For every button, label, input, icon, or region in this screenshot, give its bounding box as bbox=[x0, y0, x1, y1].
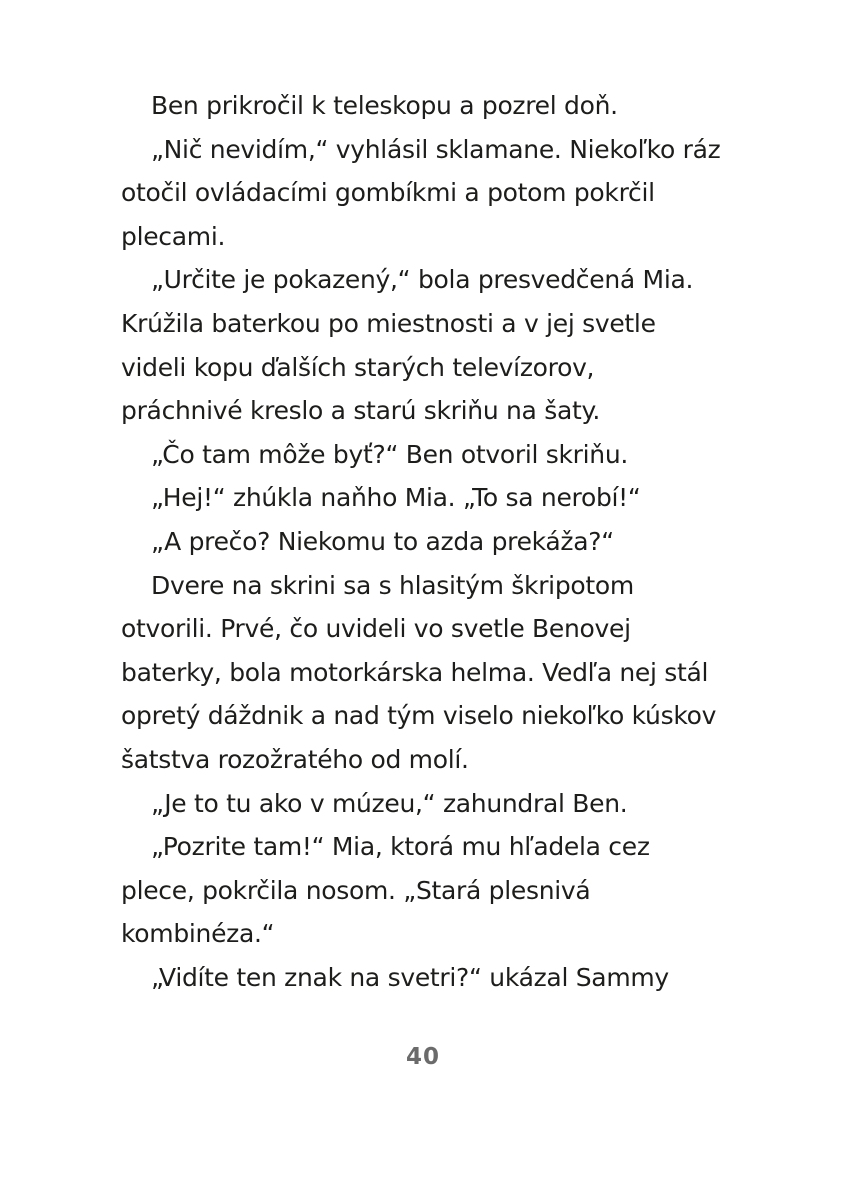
text-line: „Hej!“ zhúkla naňho Mia. „To sa nerobí!“ bbox=[151, 483, 641, 513]
text-line: šatstva rozožratého od molí. bbox=[121, 744, 469, 774]
text-line: kombinéza.“ bbox=[121, 919, 275, 949]
text-line: otočil ovládacími gombíkmi a potom pokrčil bbox=[121, 178, 655, 208]
text-line: „Vidíte ten znak na svetri?“ ukázal Sammy bbox=[151, 962, 669, 992]
page-number: 40 bbox=[405, 1044, 440, 1070]
text-line: Krúžila baterkou po miestnosti a v jej svetle bbox=[121, 308, 656, 338]
text-line: „Nič nevidím,“ vyhlásil sklamane. Niekoľko ráz bbox=[151, 134, 721, 164]
text-line: plecami. bbox=[121, 221, 226, 251]
text-line: Dvere na skrini sa s hlasitým škripotom bbox=[151, 570, 634, 600]
text-line: „Určite je pokazený,“ bola presvedčená Mia. bbox=[151, 265, 694, 295]
text-line: plece, pokrčila nosom. „Stará plesnivá bbox=[121, 875, 591, 905]
text-line: „A prečo? Niekomu to azda prekáža?“ bbox=[151, 526, 614, 556]
text-line: otvorili. Prvé, čo uvideli vo svetle Benovej bbox=[121, 614, 631, 644]
text-line: „Čo tam môže byť?“ Ben otvoril skriňu. bbox=[151, 439, 629, 469]
text-line: „Pozrite tam!“ Mia, ktorá mu hľadela cez bbox=[151, 832, 650, 862]
text-line: opretý dáždnik a nad tým viselo niekoľko kúskov bbox=[121, 701, 717, 731]
text-line: práchnivé kreslo a starú skriňu na šaty. bbox=[121, 396, 601, 426]
text-line: „Je to tu ako v múzeu,“ zahundral Ben. bbox=[151, 788, 628, 818]
text-line: Ben prikročil k teleskopu a pozrel doň. bbox=[151, 91, 618, 120]
text-line: videli kopu ďalších starých televízorov, bbox=[121, 352, 595, 382]
body-text bbox=[121, 84, 761, 999]
text-line: baterky, bola motorkárska helma. Vedľa nej stál bbox=[121, 657, 709, 687]
